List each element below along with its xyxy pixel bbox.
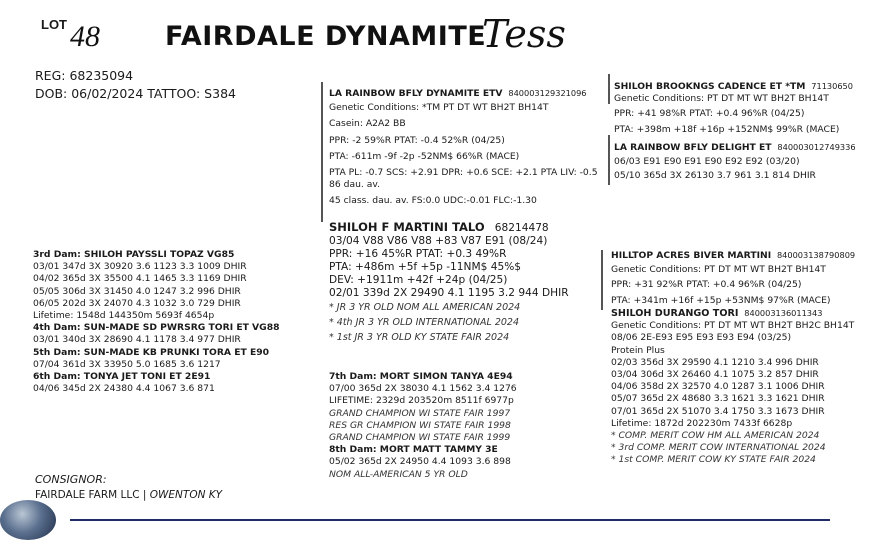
fifth-dam-line: 07/04 361d 3X 33950 5.0 1685 3.6 1217 [33,358,221,370]
sire-dam-line: 05/10 365d 3X 26130 3.7 961 3.1 814 DHIR [614,170,816,182]
third-dam-line: 06/05 202d 3X 24070 4.3 1032 3.0 729 DHIR [33,297,241,309]
dam-honor: * 4th JR 3 YR OLD INTERNATIONAL 2024 [329,317,519,328]
dam-sire-line: Genetic Conditions: PT DT MT WT BH2T BH14T [611,264,826,276]
sixth-dam-name: 6th Dam: TONYA JET TONI ET 2E91 [33,371,211,383]
dam-dam-line: 03/04 306d 3X 26460 4.1 1075 3.2 857 DHIR [611,369,819,381]
sire-id: 840003129321096 [508,88,587,98]
dam-line: 02/01 339d 2X 29490 4.1 1195 3.2 944 DHIR [329,287,569,299]
dam-dam-line: 02/03 356d 3X 29590 4.1 1210 3.4 996 DHIR [611,356,819,368]
dam-dam-line: 05/07 365d 2X 48680 3.3 1621 3.3 1621 DHIR [611,393,825,405]
left-family-block [33,249,280,395]
dob-line: DOB: 06/02/2024 TATTOO: S384 [35,86,236,101]
sire-line: 45 class. dau. av. FS:0.0 UDC:-0.01 FLC:-1.30 [329,195,537,207]
sire-line: PPR: -2 59%R PTAT: -0.4 52%R (04/25) [329,134,505,146]
dam-sire-name: HILLTOP ACRES BIVER MARTINI [611,250,772,261]
dam-line: 03/04 V88 V86 V88 +83 V87 E91 (08/24) [329,235,548,247]
sixth-dam-line: 04/06 345d 2X 24380 4.4 1067 3.6 871 [33,383,215,395]
consignor-label: CONSIGNOR: [35,473,107,486]
sire-block [329,87,598,208]
third-dam-name: 3rd Dam: SHILOH PAYSSLI TOPAZ VG85 [33,249,235,260]
sire-line: Casein: A2A2 BB [329,118,406,130]
dam-line: PTA: +486m +5f +5p -11NM$ 45%$ [329,261,522,273]
dam-dam-line: 07/01 365d 2X 51070 3.4 1750 3.3 1673 DHIR [611,405,825,417]
dam-dam-honor: * 1st COMP. MERIT COW KY STATE FAIR 2024 [611,454,816,466]
third-dam-line: 05/05 306d 3X 31450 4.0 1247 3.2 996 DHIR [33,285,241,297]
consignor-location: OWENTON KY [149,489,223,501]
dam-line: PPR: +16 45%R PTAT: +0.3 49%R [329,248,507,260]
dam-line: DEV: +1911m +42f +24p (04/25) [329,274,508,286]
seventh-dam-honor: GRAND CHAMPION WI STATE FAIR 1999 [329,432,511,444]
fourth-dam-line: 03/01 340d 3X 28690 4.1 1178 3.4 977 DHIR [33,334,241,346]
dam-sire-line: PTA: +341m +16f +15p +53NM$ 97%R (MACE) [611,294,831,306]
fifth-dam-name: 5th Dam: SUN-MADE KB PRUNKI TORA ET E90 [33,346,270,358]
lot-number: 48 [70,20,100,53]
globe-logo [0,500,56,540]
dam-dam-id: 840003136011343 [744,308,823,318]
eighth-dam-name: 8th Dam: MORT MATT TAMMY 3E [329,444,498,456]
seventh-dam-line: 07/00 365d 2X 38030 4.1 1562 3.4 1276 [329,383,517,395]
dam-dam-line: Lifetime: 1872d 202230m 7433f 6628p [611,417,793,429]
seventh-dam-honor: GRAND CHAMPION WI STATE FAIR 1997 [329,407,511,419]
sire-sire-line: PTA: +398m +18f +16p +152NM$ 99%R (MACE) [614,123,840,135]
sire-sire-line: PPR: +41 98%R PTAT: +0.4 96%R (04/25) [614,108,805,120]
dam-dam-line: 04/06 358d 2X 32570 4.0 1287 3.1 1006 DHIR [611,381,825,393]
bottom-rule [70,519,830,521]
sire-dam-id: 840003012749336 [777,142,856,152]
cow-info [35,67,236,103]
consignor-separator: | [139,489,150,501]
third-dam-line: Lifetime: 1548d 144350m 5693f 4654p [33,310,215,322]
dam-dam-line: Genetic Conditions: PT DT MT WT BH2T BH2C BH14T [611,320,855,332]
sire-line: Genetic Conditions: *TM PT DT WT BH2T BH14T [329,102,549,114]
sire-line: PTA: -611m -9f -2p -52NM$ 66%R (MACE) [329,150,520,162]
center-family-block [329,371,517,481]
dam-dam-name: SHILOH DURANGO TORI [611,308,739,319]
lot-label: LOT [41,17,67,32]
dam-sire-line: PPR: +31 92%R PTAT: +0.4 96%R (04/25) [611,279,802,291]
seventh-dam-line: LIFETIME: 2329d 203520m 8511f 6977p [329,395,514,407]
reg-line: REG: 68235094 [35,68,134,83]
dam-dam-line: Protein Plus [611,344,665,356]
sire-bracket [321,82,323,222]
sire-dam-name: LA RAINBOW BFLY DELIGHT ET [614,142,772,153]
dam-sire-block [611,249,855,307]
animal-title: FAIRDALE DYNAMITE [165,21,487,52]
seventh-dam-honor: RES GR CHAMPION WI STATE FAIR 1998 [329,419,511,431]
sire-sire-id: 71130650 [811,81,853,91]
dam-dam-line: 08/06 2E-E93 E95 E93 E93 E94 (03/25) [611,332,792,344]
sire-sire-line: Genetic Conditions: PT DT MT WT BH2T BH14T [614,93,829,105]
sire-sire-name: SHILOH BROOKNGS CADENCE ET *TM [614,81,806,92]
third-dam-line: 03/01 347d 3X 30920 3.6 1123 3.3 1009 DHIR [33,261,247,273]
sire-sire-block [614,80,853,136]
third-dam-line: 04/02 365d 3X 35500 4.1 1465 3.3 1169 DHIR [33,273,247,285]
fourth-dam-name: 4th Dam: SUN-MADE SD PWRSRG TORI ET VG88 [33,322,280,334]
dam-name: SHILOH F MARTINI TALO [329,220,485,234]
sire-dam-bracket [608,135,610,185]
sire-sire-bracket [608,74,610,104]
sire-dam-line: 06/03 E91 E90 E91 E90 E92 E92 (03/20) [614,156,800,168]
sire-line: 86 dau. av. [329,179,381,191]
eighth-dam-line: 05/02 365d 2X 24950 4.4 1093 3.6 898 [329,456,511,468]
consignor-line [35,489,222,501]
eighth-dam-honor: NOM ALL-AMERICAN 5 YR OLD [329,468,468,480]
dam-honor: * JR 3 YR OLD NOM ALL AMERICAN 2024 [329,302,521,313]
sire-name: LA RAINBOW BFLY DYNAMITE ETV [329,88,503,99]
dam-id: 68214478 [494,222,549,234]
seventh-dam-name: 7th Dam: MORT SIMON TANYA 4E94 [329,371,513,382]
consignor-name: FAIRDALE FARM LLC [35,489,140,501]
dam-dam-honor: * COMP. MERIT COW HM ALL AMERICAN 2024 [611,430,820,442]
sire-line: PTA PL: -0.7 SCS: +2.91 DPR: +0.6 SCE: +2.1 PTA LIV: -0.5 [329,167,598,179]
dam-block [329,221,569,344]
dam-honor: * 1st JR 3 YR OLD KY STATE FAIR 2024 [329,332,510,343]
dam-dam-honor: * 3rd COMP. MERIT COW INTERNATIONAL 2024 [611,442,826,454]
dam-dam-block [611,307,854,467]
dam-bracket [601,250,603,310]
sire-dam-block [614,141,856,183]
script-name: Tess [482,12,566,56]
dam-sire-id: 840003138790809 [776,250,856,260]
